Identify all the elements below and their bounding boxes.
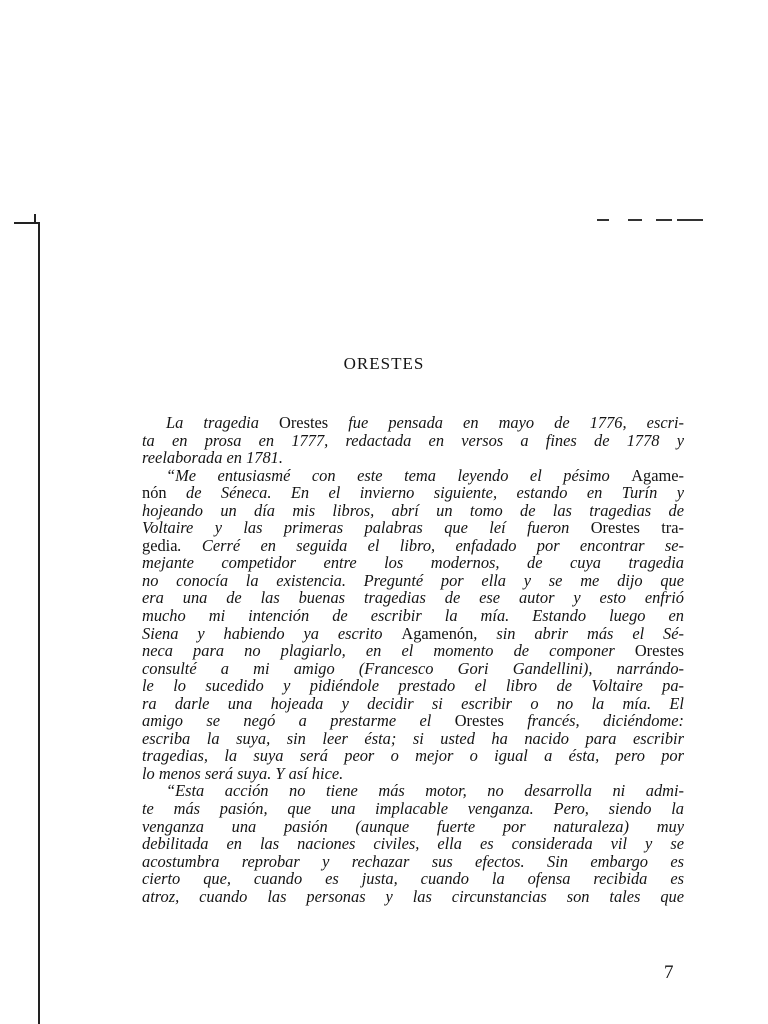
scan-dash-mark bbox=[597, 219, 609, 221]
text-run: consulté a mi amigo (Francesco Gori Gandellini), narrándo- bbox=[142, 658, 684, 678]
text-run: mucho mi intención de escribir la mía. Estando luego en bbox=[142, 606, 684, 626]
text-run: debilitada en las naciones civiles, ella es considerada vil y se bbox=[142, 834, 684, 854]
text-run: “Me entusiasmé con este tema leyendo el pésimo bbox=[166, 465, 632, 485]
text-run: le lo sucedido y pidiéndole prestado el libro de Voltaire pa- bbox=[142, 676, 684, 696]
text-run: acostumbra reprobar y rechazar sus efectos. Sin embargo es bbox=[142, 851, 684, 871]
title-reference: gedia bbox=[142, 535, 178, 555]
text-run: lo menos será suya. Y así hice. bbox=[142, 763, 344, 783]
page-title: ORESTES bbox=[343, 354, 425, 373]
text-line bbox=[142, 642, 684, 660]
text-line bbox=[142, 800, 684, 818]
text-run: mejante competidor entre los modernos, de cuya tragedia bbox=[142, 553, 684, 573]
text-line bbox=[142, 554, 684, 572]
body-text bbox=[142, 414, 684, 905]
text-run: fue pensada en mayo de 1776, escri- bbox=[328, 413, 684, 432]
text-line bbox=[142, 870, 684, 888]
text-line bbox=[142, 414, 684, 432]
text-run: reelaborada en 1781. bbox=[142, 448, 283, 468]
text-line bbox=[142, 888, 684, 906]
text-line bbox=[142, 677, 684, 695]
text-line bbox=[142, 484, 684, 502]
title-reference: Orestes bbox=[634, 641, 684, 661]
text-run: te más pasión, que una implacable venganza. Pero, siendo la bbox=[142, 799, 684, 819]
text-run: tragedias, la suya será peor o mejor o igual a ésta, pero por bbox=[142, 746, 684, 766]
page-number: 7 bbox=[664, 962, 674, 983]
text-run: no conocía la existencia. Pregunté por ella y se me dijo que bbox=[142, 570, 684, 590]
text-run: era una de las buenas tragedias de ese autor y esto enfrió bbox=[142, 588, 684, 608]
text-run: cierto que, cuando es justa, cuando la ofensa recibida es bbox=[142, 869, 684, 889]
text-run: . Cerré en seguida el libro, enfadado por encontrar se- bbox=[177, 535, 684, 555]
text-run: Siena y habiendo ya escrito bbox=[142, 623, 402, 643]
text-line bbox=[142, 853, 684, 871]
text-run: atroz, cuando las personas y las circunstancias son tales que bbox=[142, 886, 684, 906]
text-run: ra darle una hojeada y decidir si escribir o no la mía. El bbox=[142, 693, 684, 713]
text-line bbox=[142, 782, 684, 800]
text-run: francés, diciéndome: bbox=[503, 711, 684, 731]
scan-dash-mark bbox=[628, 219, 642, 221]
title-reference: Orestes bbox=[279, 413, 329, 432]
text-run: ta en prosa en 1777, redactada en versos a fines de 1778 y bbox=[142, 430, 684, 450]
text-run: , sin abrir más el Sé- bbox=[473, 623, 684, 643]
text-line bbox=[142, 625, 684, 643]
text-line bbox=[142, 712, 684, 730]
text-line bbox=[142, 765, 684, 783]
text-line bbox=[142, 537, 684, 555]
text-line bbox=[142, 730, 684, 748]
title-reference: Agamenón bbox=[401, 623, 474, 643]
text-run: hojeando un día mis libros, abrí un tomo de las tragedias de bbox=[142, 500, 684, 520]
title-reference: Agame- bbox=[631, 465, 684, 485]
text-run: Voltaire y las primeras palabras que leí fueron bbox=[142, 518, 591, 538]
binding-edge-line bbox=[38, 224, 40, 1024]
text-run: de Séneca. En el invierno siguiente, estando en Turín y bbox=[166, 483, 684, 503]
text-run: “Esta acción no tiene más motor, no desarrolla ni admi- bbox=[166, 781, 684, 801]
text-line bbox=[142, 747, 684, 765]
text-run: amigo se negó a prestarme el bbox=[142, 711, 455, 731]
text-line bbox=[142, 432, 684, 450]
title-reference: Orestes bbox=[454, 711, 504, 731]
text-run: neca para no plagiarlo, en el momento de componer bbox=[142, 641, 635, 661]
binding-edge-tick bbox=[14, 222, 40, 224]
scan-dash-mark bbox=[677, 219, 703, 221]
text-run: escriba la suya, sin leer ésta; si usted ha nacido para escribir bbox=[142, 728, 684, 748]
text-line bbox=[142, 818, 684, 836]
text-line bbox=[142, 695, 684, 713]
title-reference: Orestes tra- bbox=[590, 518, 684, 538]
text-line bbox=[142, 607, 684, 625]
text-line bbox=[142, 519, 684, 537]
text-line bbox=[142, 502, 684, 520]
title-reference: nón bbox=[142, 483, 167, 503]
binding-edge-mark bbox=[34, 214, 36, 224]
text-line bbox=[142, 449, 684, 467]
text-line bbox=[142, 835, 684, 853]
text-run: venganza una pasión (aunque fuerte por naturaleza) muy bbox=[142, 816, 684, 836]
text-line bbox=[142, 572, 684, 590]
text-line bbox=[142, 589, 684, 607]
text-line bbox=[142, 660, 684, 678]
text-line bbox=[142, 467, 684, 485]
text-run: La tragedia bbox=[166, 413, 280, 432]
scan-dash-mark bbox=[656, 219, 672, 221]
